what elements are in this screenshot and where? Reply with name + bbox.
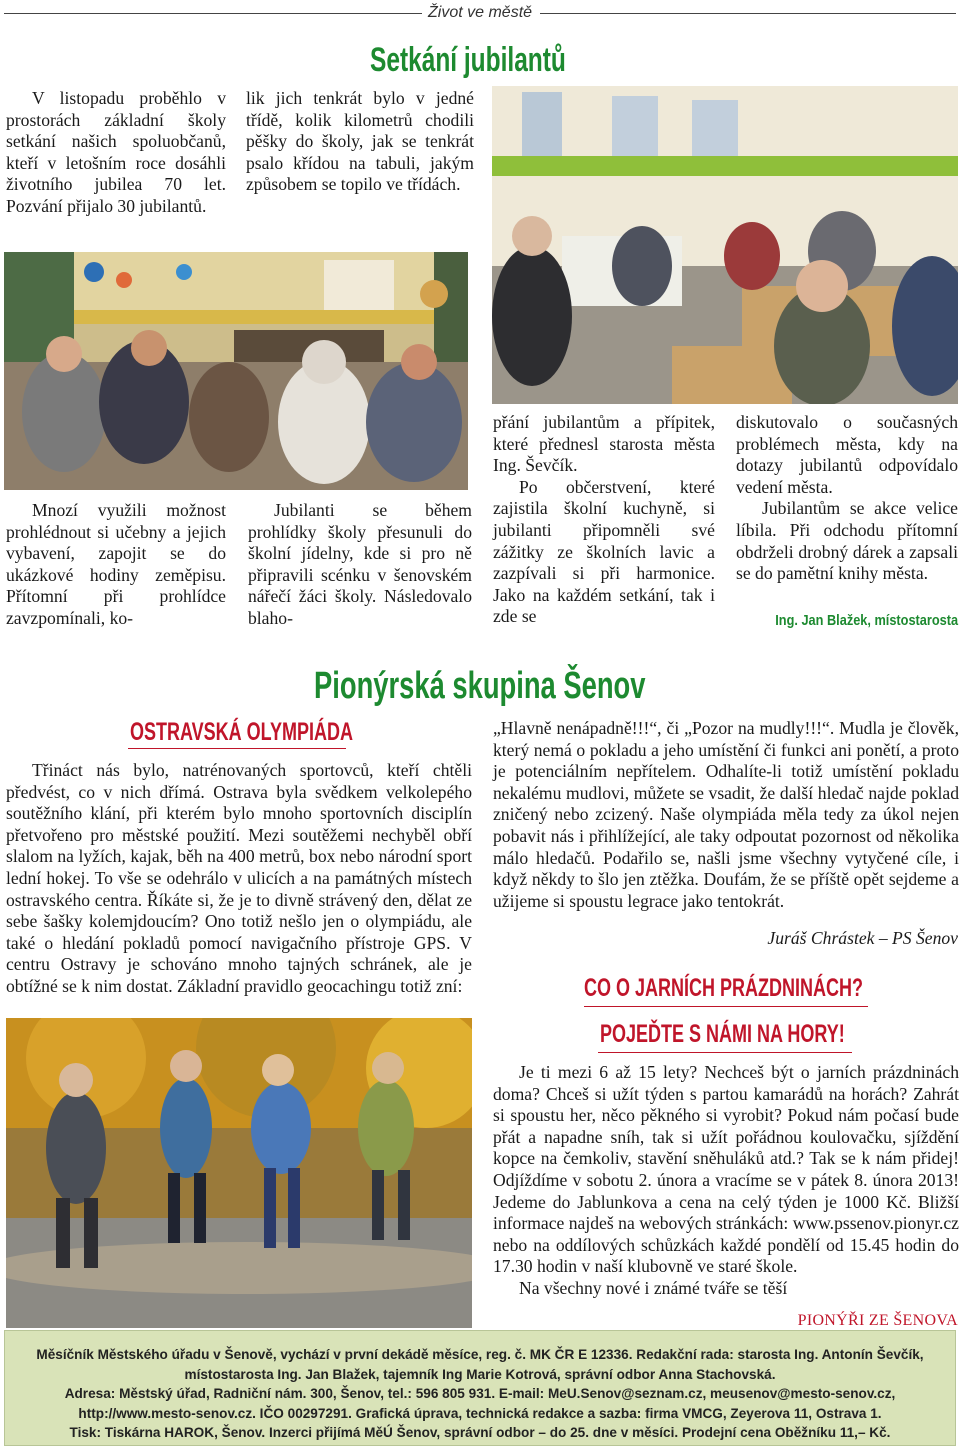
jumping-kids-photo <box>6 1018 472 1328</box>
pioneers-signature: PIONÝŘI ZE ŠENOVA <box>797 1312 958 1329</box>
olympiad-signature: Juráš Chrástek – PS Šenov <box>767 928 958 948</box>
spring-break-heading: CO O JARNÍCH PRÁZDNINÁCH? <box>584 974 863 1002</box>
imprint-line: http://www.mesto-senov.cz. IČO 00297291. Grafická úprava, technická redakce a sazba: firma VMCG, Zeyerova 11, Ostrava 1. <box>78 1405 882 1421</box>
intro-paragraph: V listopadu proběhlo v prostorách základní školy setkání našich spoluobčanů, kteří v letošním roce dosáhli životního jubilea 70 let. Pozvání přijalo 30 jubilantů. <box>6 88 226 216</box>
olympiad-paragraph: Třináct nás bylo, natrénovaných sportovců, kteří chtěli předvést, co v nich dřímá. Ostrava byla svědkem velkolepého soutěžního klání, při kterém bylo mnoho sportovních disciplín přetvořeno pro městské použití. Mezi soutěžemi nechyběl obří slalom na lyžích, kajak, běh na 400 metrů, box nebo národní sport lední hokej. To vše se odehrálo v ulicích a na památných místech ostravského centra. Říkáte si, že je to divně strávený den, dělat ze sebe šašky kolemjdoucím? Ono totiž nešlo jen o olympiádu, ale také o hledání pokladů pomocí navigačního přístroje GPS. V centru Ostravy je schováno mnoho tajných schránek, ale je obtížné se k nim dostat. Základní pravidlo geocachingu totiž zní: <box>6 760 472 996</box>
imprint-line: místostarosta Ing. Jan Blažek, tajemník Ing Marie Kotrová, správní odbor Anna Stachovská. <box>184 1366 776 1382</box>
olympiad-heading-rule <box>128 748 346 749</box>
school-memories-paragraph: lik jich tenkrát bylo v jedné třídě, kolik kilometrů chodili pěšky do školy, jak se tenkrát psalo křídou na tabuli, jakým způsobem se topilo ve třídách. <box>246 88 474 195</box>
discussion-paragraph: diskutovalo o současných problémech města, kdy na dotazy jubilantů odpovídalo vedení města. Jubilantům se akce velice líbila. Při odchodu přítomní obdrželi drobný dárek a zapsali se do pamětní knihy města. <box>736 412 958 584</box>
article1-signature: Ing. Jan Blažek, místostarosta <box>775 612 958 629</box>
dining-hall-photo <box>492 86 958 404</box>
imprint-footer <box>4 1330 956 1446</box>
pioneer-group-title: Pionýrská skupina Šenov <box>314 665 646 707</box>
geocaching-paragraph: „Hlavně nenápadně!!!“, či „Pozor na mudly!!!“. Mudla je člověk, který nemá o pokladu a jeho umístění či funkci ani ponětí, a proto je potenciálním nepřítelem. Odhalíte-li totiž umístění pokladu nekalému mudlovi, můžete se vsadit, že další hledač najde poklad zničený nebo zcizený. Naše olympiáda měla tedy za úkol nejen pobavit nás i přihlížející, ale taky odpoutat pozornost od několika málo hledačů. Podařilo se, našli jsme všechny vytyčené cíle, i když někdy to šlo jen ztěžka. Doufám, že se příště opět sejdeme a užijeme si spoustu legrace jako tentokrát. <box>493 718 959 911</box>
classroom-photo <box>4 252 468 490</box>
article-title: Setkání jubilantů <box>370 41 566 79</box>
section-label: Život ve městě <box>428 4 533 21</box>
imprint-line: Měsíčník Městského úřadu v Šenově, vychází v první dekádě měsíce, reg. č. MK ČR E 12336. Redakční rada: starosta Ing. Antonín Ševčík, <box>36 1347 924 1362</box>
tour-paragraph: Mnozí využili možnost prohlédnout si učebny a jejich vybavení, zapojit se do ukázkové hodiny zeměpisu. Přítomní při prohlídce zavzpomínali, ko- <box>6 500 226 628</box>
mountains-heading: POJEĎTE S NÁMI NA HORY! <box>600 1020 845 1048</box>
spring-break-heading-rule <box>584 1006 868 1007</box>
header-rule-right <box>540 13 956 14</box>
mountains-heading-rule <box>598 1052 852 1053</box>
toast-paragraph: přání jubilantům a přípitek, které přednesl starosta města Ing. Ševčík. Po občerstvení, které zajistila školní kuchyně, si jubilanti připomněli své zážitky ze školních lavic a zazpívali si při harmonice. Jako na každém setkání, tak i zde se <box>493 412 715 627</box>
header-rule-left <box>4 13 422 14</box>
imprint-line: Adresa: Městský úřad, Radniční nám. 300, Šenov, tel.: 596 805 931. E-mail: MeU.Senov@seznam.cz, meusenov@mesto-senov.cz, <box>64 1386 896 1401</box>
olympiad-heading: OSTRAVSKÁ OLYMPIÁDA <box>130 718 354 746</box>
canteen-paragraph: Jubilanti se během prohlídky školy přesunuli do školní jídelny, kde si pro ně připravili scénku v šenovském nářečí žáci školy. Následovalo blaho- <box>248 500 472 628</box>
imprint-line: Tisk: Tiskárna HAROK, Šenov. Inzerci přijímá MěÚ Šenov, správní odbor – do 25. dne v měsíci. Prodejní cena Oběžníku 11,– Kč. <box>69 1425 891 1440</box>
spring-break-paragraph: Je ti mezi 6 až 15 lety? Nechceš být o jarních prázdninách doma? Chceš si užít týden s partou kamarádů na horách? Zahrát si spoustu her, něco pěkného si vyrobit? Pokud nám počasí bude přát a napadne sníh, tak si užít pořádnou koulovačku, sjíždění kopce na čemkoliv, stavění sněhuláků atd.? Tak se k nám přidej! Odjíždíme v sobotu 2. února a vracíme se v pátek 8. února 2013! Jedeme do Jablunkova a cena na celý týden je 1000 Kč. Bližší informace najdeš na webových stránkách: www.pssenov.pionyr.cz nebo na oddílových schůzkách každé pondělí od 15.45 hodin do 17.30 hodin v naší klubovně ve staré škole. Na všechny nové i známé tváře se těší <box>493 1062 959 1298</box>
